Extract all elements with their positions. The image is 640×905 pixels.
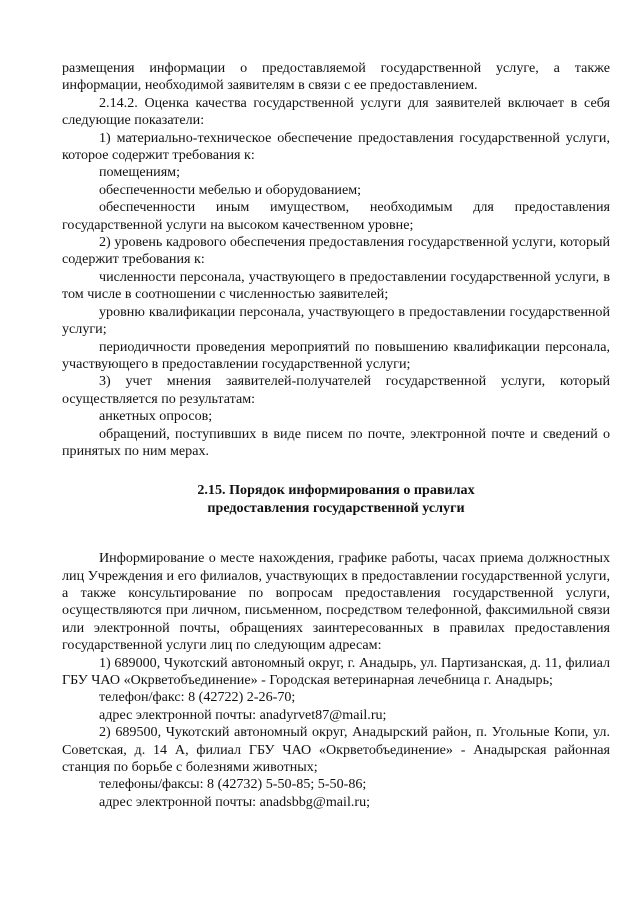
section-2-15-heading: [62, 482, 610, 517]
document-page: [62, 60, 610, 811]
list-item-staffing: 2) уровень кадрового обеспечения предоставления государственной услуги, который содержит требования к:: [62, 234, 610, 268]
list-subitem-qualification: уровню квалификации персонала, участвующего в предоставлении государственной услуги;: [62, 303, 610, 338]
list-subitem-training: периодичности проведения мероприятий по повышению квалификации персонала, участвующего в предоставлении государственной услуги;: [62, 338, 610, 372]
address-item-ugolnye-kopi: 2) 689500, Чукотский автономный округ, Анадырский район, п. Угольные Копи, ул. Советская, д. 14 А, филиал ГБУ ЧАО «Окрветобъединение» - Анадырская районная станция по борьбе с болезнями животных;: [62, 724, 610, 776]
section-2-14-body: [62, 60, 610, 460]
list-subitem-furniture: обеспеченности мебелью и оборудованием;: [99, 181, 362, 198]
list-subitem-appeals: обращений, поступивших в виде писем по почте, электронной почте и сведений о принятых по ним мерах.: [62, 425, 610, 459]
list-subitem-surveys: анкетных опросов;: [99, 408, 213, 425]
list-item-applicant-opinion: 3) учет мнения заявителей-получателей государственной услуги, который осуществляется по результатам:: [62, 373, 610, 407]
phone-fax-ugolnye-kopi: телефоны/факсы: 8 (42732) 5-50-85; 5-50-86;: [99, 776, 367, 793]
email-anadyr: адрес электронной почты: anadyrvet87@mail.ru;: [99, 706, 387, 723]
email-ugolnye-kopi: адрес электронной почты: anadsbbg@mail.ru;: [99, 793, 371, 810]
spacer: [62, 517, 610, 550]
list-item-material-support: 1) материально-техническое обеспечение предоставления государственной услуги, которое содержит требования к:: [62, 129, 610, 164]
phone-fax-anadyr: телефон/факс: 8 (42722) 2-26-70;: [99, 689, 296, 706]
section-heading-line-1: 2.15. Порядок информирования о правилах: [197, 482, 475, 499]
spacer: [62, 460, 610, 482]
paragraph-2-14-2: 2.14.2. Оценка качества государственной услуги для заявителей включает в себя следующие показатели:: [62, 94, 610, 129]
section-heading-line-2: предоставления государственной услуги: [207, 499, 465, 516]
list-subitem-staff-count: численности персонала, участвующего в предоставлении государственной услуги, в том числе в соотношении с численностью заявителей;: [62, 268, 610, 303]
section-2-15-body: [62, 550, 610, 811]
list-subitem-property: обеспеченности иным имуществом, необходимым для предоставления государственной услуги на высоком качественном уровне;: [62, 199, 610, 233]
paragraph-informing: Информирование о месте нахождения, графике работы, часах приема должностных лиц Учреждения и его филиалов, участвующих в предоставлении государственной услуги, а также консультирование по вопросам предоставления государственной услуги, осуществляются при личном, письменном, посредством телефонной, факсимильной связи или электронной почты, обращениях заинтересованных в правилах предоставления государственной услуги лиц по следующим адресам:: [62, 550, 610, 654]
paragraph-continuation: размещения информации о предоставляемой государственной услуге, а также информации, необходимой заявителям в связи с ее предоставлением.: [62, 60, 610, 94]
address-item-anadyr: 1) 689000, Чукотский автономный округ, г. Анадырь, ул. Партизанская, д. 11, филиал ГБУ ЧАО «Окрветобъединение» - Городская ветеринарная лечебница г. Анадырь;: [62, 654, 610, 688]
list-subitem-premises: помещениям;: [99, 164, 181, 181]
